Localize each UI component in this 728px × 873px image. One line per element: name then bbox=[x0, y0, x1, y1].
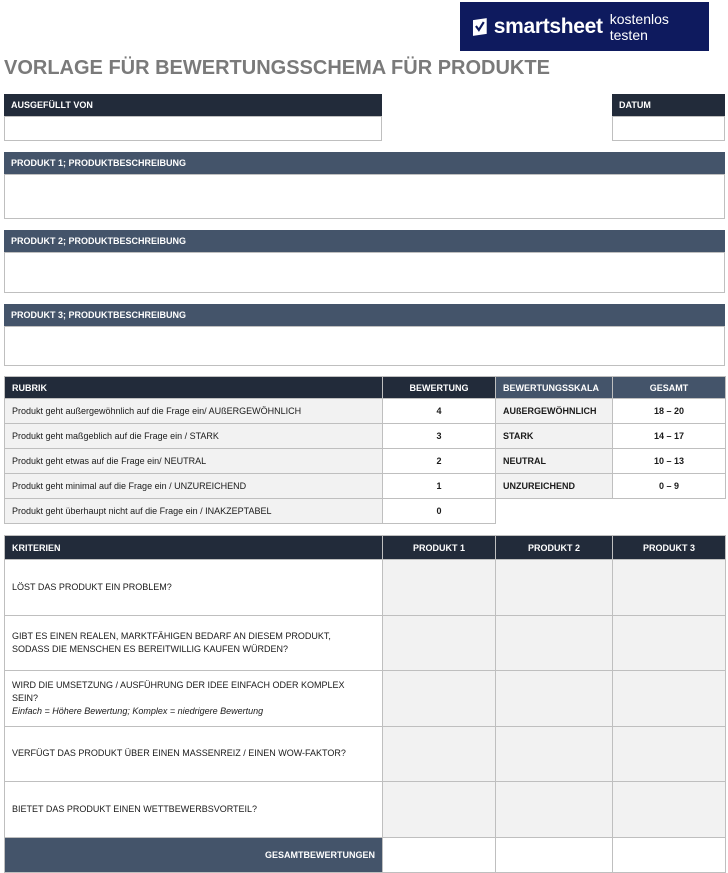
score-cell-product-1[interactable] bbox=[383, 671, 496, 727]
criteria-row bbox=[5, 726, 726, 782]
scale-name: NEUTRAL bbox=[496, 449, 613, 474]
total-product-1[interactable] bbox=[383, 837, 496, 872]
product-2-header: PRODUKT 2; PRODUKTBESCHREIBUNG bbox=[4, 230, 725, 252]
total-row bbox=[5, 837, 726, 872]
question-note: Einfach = Höhere Bewertung; Komplex = niedrigere Bewertung bbox=[12, 705, 264, 716]
criteria-row bbox=[5, 560, 726, 616]
rubric-rating: 1 bbox=[383, 474, 496, 499]
product-3-col-header: PRODUKT 3 bbox=[613, 536, 726, 560]
score-cell-product-3[interactable] bbox=[613, 726, 726, 782]
product-3-description[interactable] bbox=[4, 326, 725, 366]
scale-header: BEWERTUNGSSKALA bbox=[496, 377, 613, 399]
scale-range: 10 – 13 bbox=[613, 449, 726, 474]
total-scores-label: GESAMTBEWERTUNGEN bbox=[5, 837, 383, 872]
product-2-col-header: PRODUKT 2 bbox=[496, 536, 613, 560]
rubric-rating: 4 bbox=[383, 399, 496, 424]
rubric-row bbox=[5, 449, 726, 474]
rubric-table bbox=[4, 376, 726, 524]
criteria-question bbox=[5, 782, 383, 838]
smartsheet-check-icon bbox=[472, 18, 488, 36]
smartsheet-banner[interactable] bbox=[460, 2, 709, 51]
product-1-col-header: PRODUKT 1 bbox=[383, 536, 496, 560]
criteria-question bbox=[5, 560, 383, 616]
rubric-row bbox=[5, 424, 726, 449]
criteria-header: KRITERIEN bbox=[5, 536, 383, 560]
product-1-description[interactable] bbox=[4, 174, 725, 219]
score-cell-product-2[interactable] bbox=[496, 671, 613, 727]
score-cell-product-3[interactable] bbox=[613, 615, 726, 671]
score-cell-product-2[interactable] bbox=[496, 782, 613, 838]
empty-cell bbox=[496, 499, 613, 524]
rubric-label: Produkt geht außergewöhnlich auf die Frage ein/ AUßERGEWÖHNLICH bbox=[5, 399, 383, 424]
question-text: BIETET DAS PRODUKT EINEN WETTBEWERBSVORTEIL? bbox=[12, 803, 258, 814]
empty-cell bbox=[613, 499, 726, 524]
score-cell-product-2[interactable] bbox=[496, 560, 613, 616]
score-cell-product-1[interactable] bbox=[383, 726, 496, 782]
filled-by-field[interactable] bbox=[4, 116, 382, 141]
criteria-question bbox=[5, 726, 383, 782]
scale-range: 0 – 9 bbox=[613, 474, 726, 499]
score-cell-product-3[interactable] bbox=[613, 560, 726, 616]
filled-by-header: AUSGEFÜLLT VON bbox=[4, 94, 382, 116]
score-cell-product-1[interactable] bbox=[383, 615, 496, 671]
rubric-rating: 3 bbox=[383, 424, 496, 449]
rating-header: BEWERTUNG bbox=[383, 377, 496, 399]
scale-name: UNZUREICHEND bbox=[496, 474, 613, 499]
scale-range: 14 – 17 bbox=[613, 424, 726, 449]
rubric-label: Produkt geht etwas auf die Frage ein/ NEUTRAL bbox=[5, 449, 383, 474]
date-field[interactable] bbox=[612, 116, 725, 141]
rubric-row bbox=[5, 499, 726, 524]
total-product-2[interactable] bbox=[496, 837, 613, 872]
page-title: VORLAGE FÜR BEWERTUNGSSCHEMA FÜR PRODUKTE bbox=[4, 57, 550, 79]
score-cell-product-2[interactable] bbox=[496, 615, 613, 671]
total-header: GESAMT bbox=[613, 377, 726, 399]
total-product-3[interactable] bbox=[613, 837, 726, 872]
question-text: VERFÜGT DAS PRODUKT ÜBER EINEN MASSENREIZ / EINEN WOW-FAKTOR? bbox=[12, 748, 346, 759]
banner-brand: smartsheet bbox=[493, 14, 603, 38]
rubric-rating: 2 bbox=[383, 449, 496, 474]
rubric-row bbox=[5, 474, 726, 499]
rubric-rating: 0 bbox=[383, 499, 496, 524]
product-2-description[interactable] bbox=[4, 252, 725, 293]
score-cell-product-3[interactable] bbox=[613, 782, 726, 838]
criteria-row bbox=[5, 782, 726, 838]
product-3-header: PRODUKT 3; PRODUKTBESCHREIBUNG bbox=[4, 304, 725, 326]
rubric-label: Produkt geht maßgeblich auf die Frage ein / STARK bbox=[5, 424, 383, 449]
rubric-label: Produkt geht minimal auf die Frage ein / UNZUREICHEND bbox=[5, 474, 383, 499]
rubric-header: RUBRIK bbox=[5, 377, 383, 399]
question-text: GIBT ES EINEN REALEN, MARKTFÄHIGEN BEDARF AN DIESEM PRODUKT, SODASS DIE MENSCHEN ES BEREITWILLIG KAUFEN WÜRDEN? bbox=[12, 630, 331, 654]
score-cell-product-2[interactable] bbox=[496, 726, 613, 782]
question-text: WIRD DIE UMSETZUNG / AUSFÜHRUNG DER IDEE EINFACH ODER KOMPLEX SEIN? bbox=[12, 679, 345, 703]
banner-cta[interactable]: kostenlos testen bbox=[609, 10, 669, 43]
criteria-question bbox=[5, 671, 383, 727]
rubric-row bbox=[5, 399, 726, 424]
criteria-row bbox=[5, 671, 726, 727]
score-cell-product-1[interactable] bbox=[383, 782, 496, 838]
scale-name: AUßERGEWÖHNLICH bbox=[496, 399, 613, 424]
date-header: DATUM bbox=[612, 94, 725, 116]
criteria-question bbox=[5, 615, 383, 671]
question-text: LÖST DAS PRODUKT EIN PROBLEM? bbox=[12, 581, 172, 592]
criteria-row bbox=[5, 615, 726, 671]
score-cell-product-1[interactable] bbox=[383, 560, 496, 616]
rubric-label: Produkt geht überhaupt nicht auf die Frage ein / INAKZEPTABEL bbox=[5, 499, 383, 524]
scale-name: STARK bbox=[496, 424, 613, 449]
score-cell-product-3[interactable] bbox=[613, 671, 726, 727]
criteria-table bbox=[4, 535, 726, 873]
scale-range: 18 – 20 bbox=[613, 399, 726, 424]
product-1-header: PRODUKT 1; PRODUKTBESCHREIBUNG bbox=[4, 152, 725, 174]
